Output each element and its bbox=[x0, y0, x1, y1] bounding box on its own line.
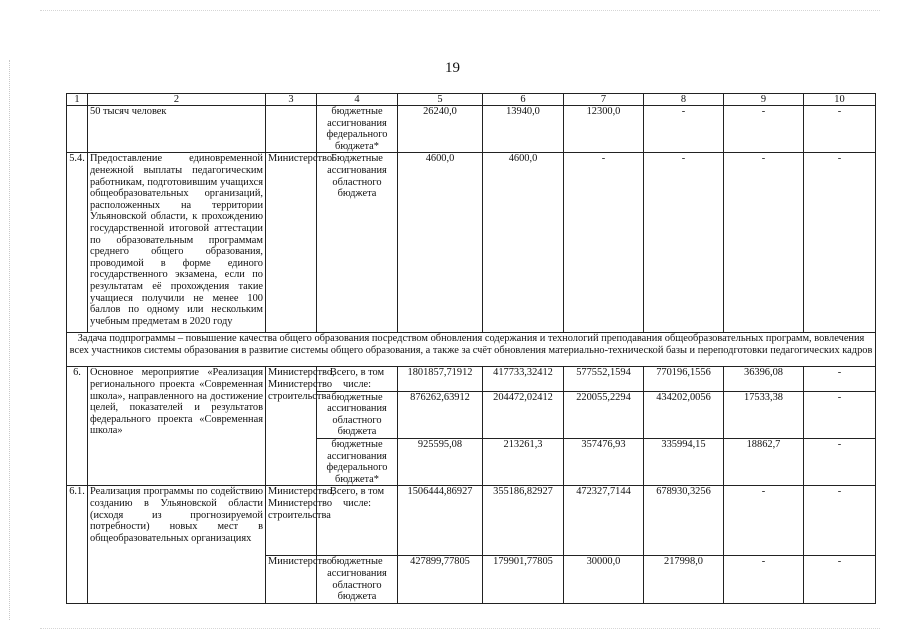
scan-edge-left bbox=[9, 60, 11, 620]
funding-source: бюджетные ассигнования федерального бюджета* bbox=[317, 438, 398, 485]
value-year: - bbox=[724, 486, 804, 556]
executor: Министерство bbox=[266, 556, 317, 603]
value-year: 204472,02412 bbox=[483, 391, 564, 438]
value-year: 12300,0 bbox=[564, 106, 644, 153]
value-year: - bbox=[804, 391, 876, 438]
value-year: 36396,08 bbox=[724, 367, 804, 391]
table-row bbox=[67, 153, 876, 333]
page-number: 19 bbox=[445, 60, 460, 76]
executor: Министерство, Министерство строительства bbox=[266, 367, 317, 486]
value-year: - bbox=[724, 153, 804, 333]
table-row bbox=[67, 106, 876, 153]
value-total: 4600,0 bbox=[398, 153, 483, 333]
value-total: 925595,08 bbox=[398, 438, 483, 485]
value-year: - bbox=[804, 367, 876, 391]
measure-name: Реализация программы по содействию созданию в Ульяновской области (исходя из прогнозируемой потребности) новых мест в общеобразовательных организациях bbox=[88, 486, 266, 603]
executor: Министерство bbox=[266, 153, 317, 333]
funding-source: бюджетные ассигнования областного бюджета bbox=[317, 556, 398, 603]
budget-table bbox=[66, 93, 876, 604]
header-cell: 4 bbox=[317, 94, 398, 106]
value-year: - bbox=[804, 438, 876, 485]
funding-source: бюджетные ассигнования областного бюджета bbox=[317, 391, 398, 438]
value-year: - bbox=[564, 153, 644, 333]
executor bbox=[266, 106, 317, 153]
value-year: - bbox=[804, 153, 876, 333]
value-year: - bbox=[804, 556, 876, 603]
value-year: - bbox=[804, 486, 876, 556]
value-year: 220055,2294 bbox=[564, 391, 644, 438]
funding-source: Всего, в том числе: bbox=[317, 367, 398, 391]
value-total: 1801857,71912 bbox=[398, 367, 483, 391]
value-year: 217998,0 bbox=[644, 556, 724, 603]
value-year: - bbox=[724, 556, 804, 603]
header-cell: 8 bbox=[644, 94, 724, 106]
header-cell: 10 bbox=[804, 94, 876, 106]
measure-name: 50 тысяч человек bbox=[88, 106, 266, 153]
header-cell: 1 bbox=[67, 94, 88, 106]
row-number: 6.1. bbox=[67, 486, 88, 603]
row-number: 5.4. bbox=[67, 153, 88, 333]
value-year: - bbox=[804, 106, 876, 153]
header-cell: 5 bbox=[398, 94, 483, 106]
value-year: 17533,38 bbox=[724, 391, 804, 438]
header-cell: 9 bbox=[724, 94, 804, 106]
value-total: 1506444,86927 bbox=[398, 486, 483, 556]
value-year: 335994,15 bbox=[644, 438, 724, 485]
measure-name: Основное мероприятие «Реализация регионального проекта «Современная школа», направленного на достижение целей, показателей и результатов федерального проекта «Современная школа» bbox=[88, 367, 266, 486]
task-row bbox=[67, 333, 876, 367]
value-year: 355186,82927 bbox=[483, 486, 564, 556]
value-total: 427899,77805 bbox=[398, 556, 483, 603]
value-year: 30000,0 bbox=[564, 556, 644, 603]
value-year: - bbox=[724, 106, 804, 153]
value-year: 4600,0 bbox=[483, 153, 564, 333]
value-year: 357476,93 bbox=[564, 438, 644, 485]
table-row bbox=[67, 367, 876, 391]
value-year: 417733,32412 bbox=[483, 367, 564, 391]
header-cell: 7 bbox=[564, 94, 644, 106]
value-year: 213261,3 bbox=[483, 438, 564, 485]
measure-name: Предоставление единовременной денежной выплаты педагогическим работникам, подготовившим учащихся общеобразовательных организаций, расположенных на территории Ульяновской области, к прохождению государственной итоговой аттестации по образовательным программам среднего общего образования, проводимой в форме единого государственного экзамена, если по результатам её прохождения такие учащиеся получили не менее 100 баллов по одному или нескольким учебным предметам в 2020 году bbox=[88, 153, 266, 333]
funding-source: Всего, в том числе: bbox=[317, 486, 398, 556]
funding-source: бюджетные ассигнования федерального бюджета* bbox=[317, 106, 398, 153]
value-total: 26240,0 bbox=[398, 106, 483, 153]
header-row bbox=[67, 94, 876, 106]
row-number: 6. bbox=[67, 367, 88, 486]
value-total: 876262,63912 bbox=[398, 391, 483, 438]
subprogram-task: Задача подпрограммы – повышение качества общего образования посредством обновления содержания и технологий преподавания общеобразовательных программ, вовлечения всех участников системы образования в развитие системы общего образования, а также за счёт обновления материально-технической базы и переподготовки педагогических кадров bbox=[67, 333, 876, 367]
header-cell: 6 bbox=[483, 94, 564, 106]
value-year: 18862,7 bbox=[724, 438, 804, 485]
header-cell: 2 bbox=[88, 94, 266, 106]
value-year: 678930,3256 bbox=[644, 486, 724, 556]
executor: Министерство, Министерство строительства bbox=[266, 486, 317, 556]
scan-edge-bottom bbox=[40, 628, 880, 630]
value-year: 577552,1594 bbox=[564, 367, 644, 391]
value-year: 770196,1556 bbox=[644, 367, 724, 391]
value-year: 13940,0 bbox=[483, 106, 564, 153]
funding-source: Бюджетные ассигнования областного бюджета bbox=[317, 153, 398, 333]
value-year: - bbox=[644, 106, 724, 153]
header-cell: 3 bbox=[266, 94, 317, 106]
value-year: 179901,77805 bbox=[483, 556, 564, 603]
row-number bbox=[67, 106, 88, 153]
value-year: - bbox=[644, 153, 724, 333]
value-year: 434202,0056 bbox=[644, 391, 724, 438]
scan-edge-top bbox=[40, 10, 880, 12]
value-year: 472327,7144 bbox=[564, 486, 644, 556]
table-row bbox=[67, 486, 876, 556]
